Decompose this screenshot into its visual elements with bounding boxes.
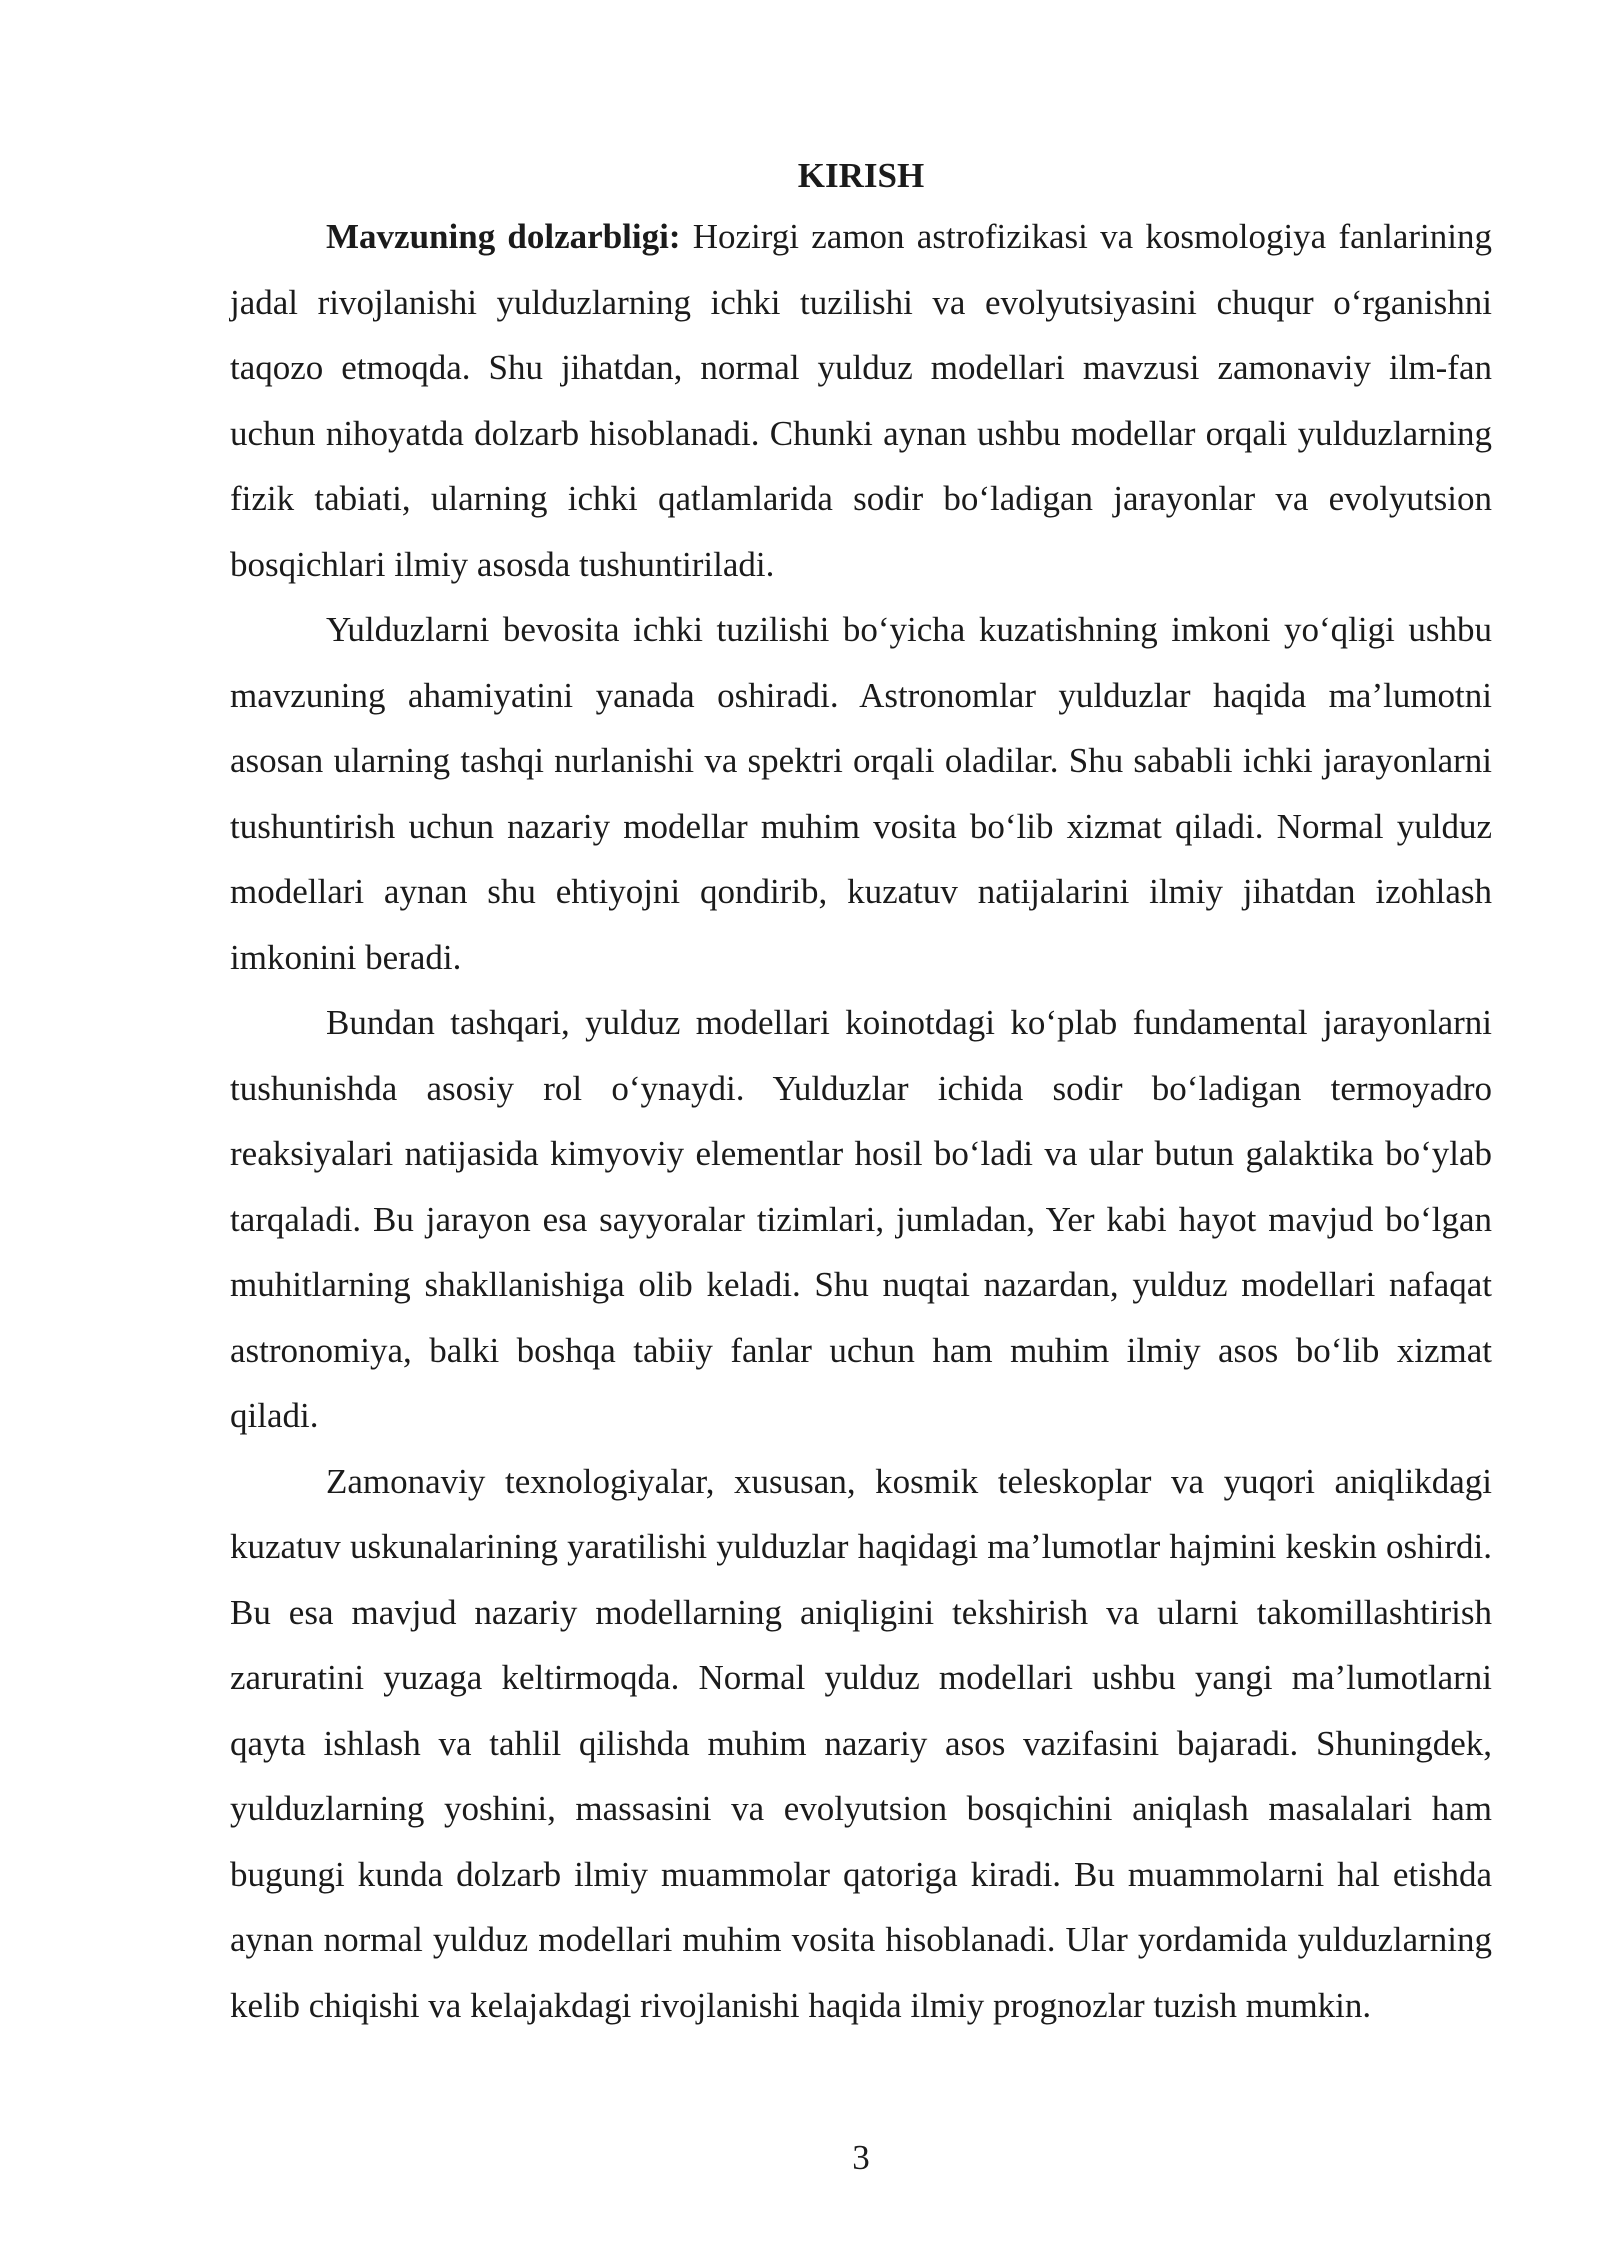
paragraph-lead-text: Mavzuning dolzarbligi:	[326, 217, 681, 256]
page-number: 3	[852, 2138, 870, 2177]
paragraph-3: Bundan tashqari, yulduz modellari koinotdagi ko‘plab fundamental jarayonlarni tushunishda asosiy rol o‘ynaydi. Yulduzlar ichida sodir bo‘ladigan termoyadro reaksiyalari natijasida kimyoviy elementlar hosil bo‘ladi va ular butun galaktika bo‘ylab tarqaladi. Bu jarayon esa sayyoralar tizimlari, jumladan, Yer kabi hayot mavjud bo‘lgan muhitlarning shakllanishiga olib keladi. Shu nuqtai nazardan, yulduz modellari nafaqat astronomiya, balki boshqa tabiiy fanlar uchun ham muhim ilmiy asos bo‘lib xizmat qiladi.	[230, 1003, 1492, 1435]
paragraph-4: Zamonaviy texnologiyalar, xususan, kosmik teleskoplar va yuqori aniqlikdagi kuzatuv uskunalarining yaratilishi yulduzlar haqidagi ma’lumotlar hajmini keskin oshirdi. Bu esa mavjud nazariy modellarning aniqligini tekshirish va ularni takomillashtirish zaruratini yuzaga keltirmoqda. Normal yulduz modellari ushbu yangi ma’lumotlarni qayta ishlash va tahlil qilishda muhim nazariy asos vazifasini bajaradi. Shuningdek, yulduzlarning yoshini, massasini va evolyutsion bosqichini aniqlash masalalari ham bugungi kunda dolzarb ilmiy muammolar qatoriga kiradi. Bu muammolarni hal etishda aynan normal yulduz modellari muhim vosita hisoblanadi. Ular yordamida yulduzlarning kelib chiqishi va kelajakdagi rivojlanishi haqida ilmiy prognozlar tuzish mumkin.	[230, 1461, 1492, 2025]
paragraph-body-text: Hozirgi zamon astrofizikasi va kosmologiya fanlarining jadal rivojlanishi yulduzlarning ichki tuzilishi va evolyutsiyasini chuqur o‘rganishni taqozo etmoqda. Shu jihatdan, normal yulduz modellari mavzusi zamonaviy ilm-fan uchun nihoyatda dolzarb hisoblanadi. Chunki aynan ushbu modellar orqali yulduzlarning fizik tabiati, ularning ichki qatlamlarida sodir bo‘ladigan jarayonlar va evolyutsion bosqichlari ilmiy asosda tushuntiriladi.	[230, 217, 1493, 584]
paragraph-1	[230, 204, 1492, 597]
document-page	[230, 148, 1492, 2038]
paragraph-2: Yulduzlarni bevosita ichki tuzilishi bo‘yicha kuzatishning imkoni yo‘qligi ushbu mavzuning ahamiyatini yanada oshiradi. Astronomlar yulduzlar haqida ma’lumotni asosan ularning tashqi nurlanishi va spektri orqali oladilar. Shu sababli ichki jarayonlarni tushuntirish uchun nazariy modellar muhim vosita bo‘lib xizmat qiladi. Normal yulduz modellari aynan shu ehtiyojni qondirib, kuzatuv natijalarini ilmiy jihatdan izohlash imkonini beradi.	[230, 610, 1492, 977]
section-heading: KIRISH	[797, 156, 925, 195]
